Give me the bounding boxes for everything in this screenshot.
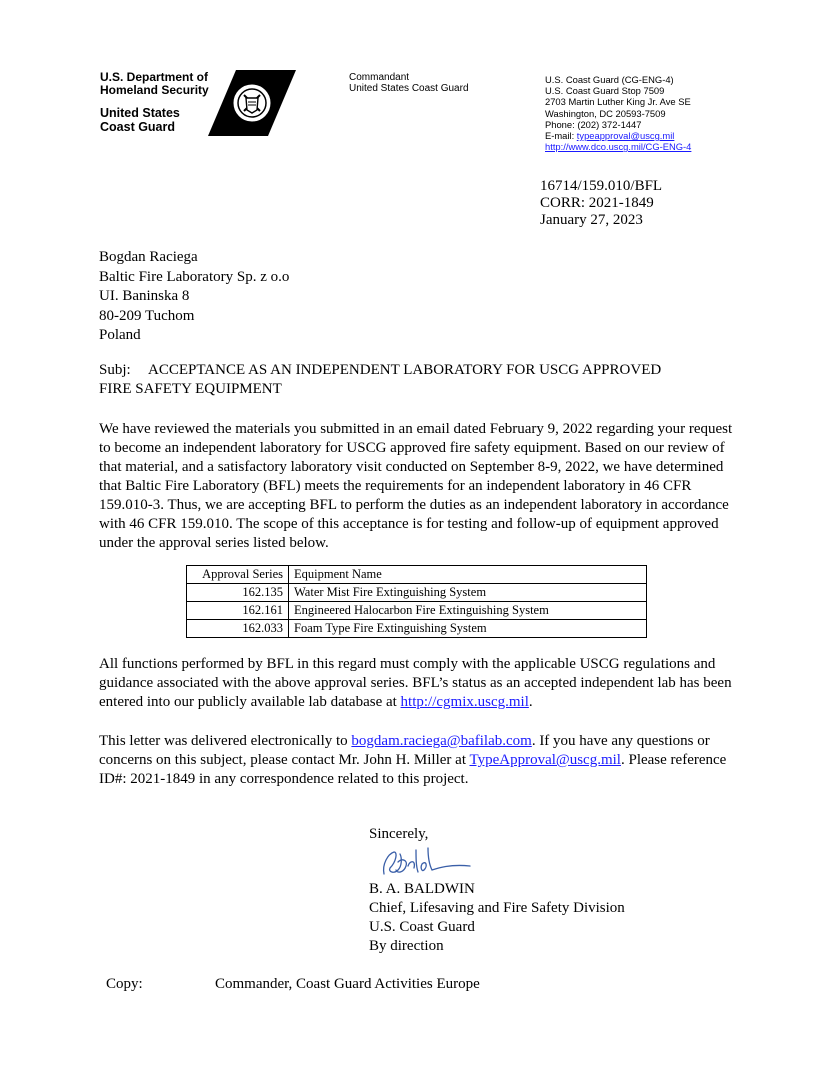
reference-block <box>540 178 662 229</box>
approval-series-table <box>186 565 647 638</box>
signer-title: Chief, Lifesaving and Fire Safety Division <box>369 900 625 916</box>
signer-authority: By direction <box>369 938 444 954</box>
body-paragraph-3: This letter was delivered electronically to bogdam.raciega@bafilab.com. If you have any questions or concerns on this subject, please contact Mr. John H. Miller at TypeApproval@uscg.mil. Please reference ID#: 2021-1849 in any correspondence related to this project. <box>99 733 727 787</box>
office-website-link[interactable]: http://www.dco.uscg.mil/CG-ENG-4 <box>545 141 692 153</box>
subject-line <box>99 361 739 399</box>
type-approval-email-link[interactable]: TypeApproval@uscg.mil <box>469 752 621 768</box>
copy-line <box>106 975 480 994</box>
corr-number: CORR: 2021-1849 <box>540 195 654 211</box>
subject-text-1: ACCEPTANCE AS AN INDEPENDENT LABORATORY FOR USCG APPROVED <box>148 362 662 378</box>
column-header: Equipment Name <box>289 566 647 584</box>
body-paragraph-2: All functions performed by BFL in this regard must comply with the applicable USCG regulations and guidance associated with the above approval series. BFL’s status as an accepted independent lab has been entered into our publicly available lab database at http://cgmix.uscg.mil. <box>99 656 732 710</box>
cgmix-link[interactable]: http://cgmix.uscg.mil <box>400 694 529 710</box>
table-header-row <box>187 566 647 584</box>
uscg-seal-icon <box>208 70 296 136</box>
file-number: 16714/159.010/BFL <box>540 178 663 194</box>
department-name: U.S. Department of Homeland Security <box>100 70 209 97</box>
copy-label: Copy: <box>106 976 143 992</box>
salutation: Sincerely, <box>369 826 429 842</box>
table-row <box>187 602 647 620</box>
letter-date: January 27, 2023 <box>540 212 643 228</box>
approval-series-cell: 162.135 <box>187 584 289 602</box>
table-row <box>187 620 647 638</box>
email-line: E-mail: typeapproval@uscg.mil <box>545 130 675 142</box>
equipment-name-cell: Water Mist Fire Extinguishing System <box>289 584 647 602</box>
office-email-link[interactable]: typeapproval@uscg.mil <box>576 130 675 142</box>
letterhead-agency <box>100 71 209 134</box>
office-address-block: U.S. Coast Guard (CG-ENG-4) U.S. Coast Guard Stop 7509 2703 Martin Luther King Jr. Ave SE Washington, DC 20593-7509 Phone: (202) 372-1447 E-mail: typeapproval@uscg.mil http://www.dco.uscg.mil/CG-ENG-4 <box>545 74 692 153</box>
commandant-block: Commandant United States Coast Guard <box>349 72 469 94</box>
approval-series-cell: 162.033 <box>187 620 289 638</box>
equipment-name-cell: Foam Type Fire Extinguishing System <box>289 620 647 638</box>
signature-block <box>369 880 625 956</box>
recipient-email-link[interactable]: bogdam.raciega@bafilab.com <box>351 733 532 749</box>
approval-series-cell: 162.161 <box>187 602 289 620</box>
agency-name: United States Coast Guard <box>100 106 180 134</box>
recipient-address: Bogdan Raciega Baltic Fire Laboratory Sp. z o.o UI. Baninska 8 80-209 Tuchom Poland <box>99 249 290 343</box>
subject-text-2: FIRE SAFETY EQUIPMENT <box>99 381 282 397</box>
handwritten-signature <box>378 844 476 882</box>
copy-recipient: Commander, Coast Guard Activities Europe <box>215 976 480 992</box>
table-row <box>187 584 647 602</box>
signer-org: U.S. Coast Guard <box>369 919 475 935</box>
equipment-name-cell: Engineered Halocarbon Fire Extinguishing System <box>289 602 647 620</box>
column-header: Approval Series <box>187 566 289 584</box>
signer-name: B. A. BALDWIN <box>369 881 475 897</box>
body-paragraph-1: We have reviewed the materials you submitted in an email dated February 9, 2022 regarding your request to become an independent laboratory for USCG approved fire safety equipment. Based on our review of that material, and a satisfactory laboratory visit conducted on September 8-9, 2022, we have determined that Baltic Fire Laboratory (BFL) meets the requirements for an independent laboratory in 46 CFR 159.010-3. Thus, we are accepting BFL to perform the duties as an independent laboratory in accordance with 46 CFR 159.010. The scope of this acceptance is for testing and follow-up of equipment approved under the approval series listed below. <box>99 421 733 551</box>
subject-label: Subj: <box>99 362 131 378</box>
